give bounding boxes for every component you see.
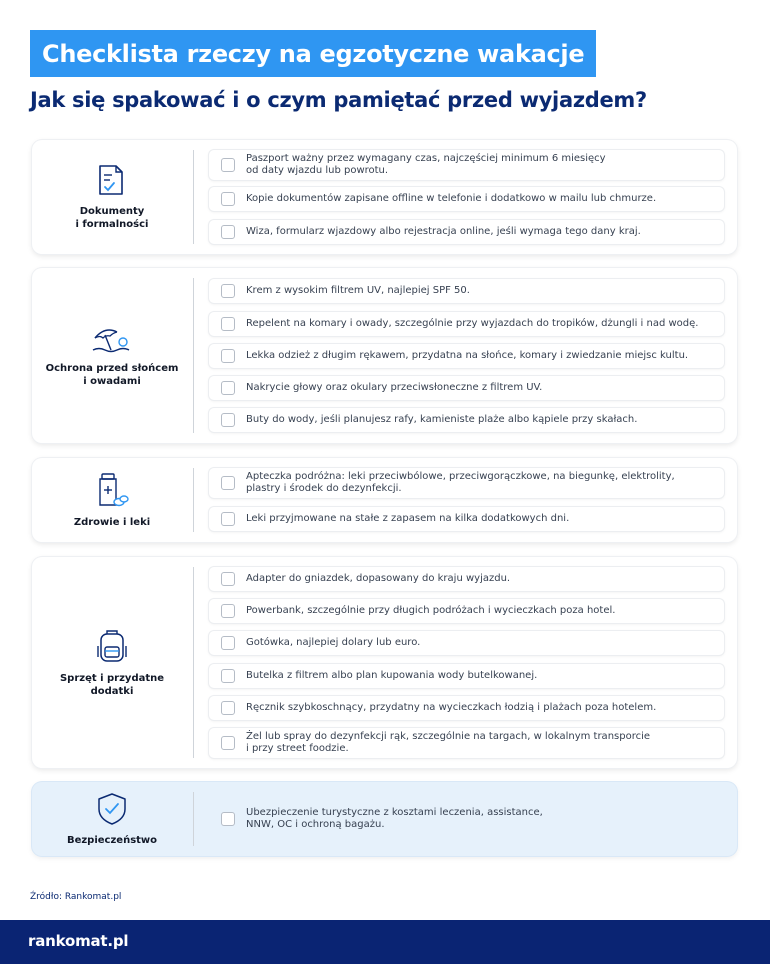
checklist-item[interactable] xyxy=(209,802,724,836)
item-text: Gotówka, najlepiej dolary lub euro. xyxy=(246,637,421,648)
checklist-item[interactable] xyxy=(209,376,724,400)
category-health xyxy=(32,458,192,542)
checkbox[interactable] xyxy=(221,158,235,172)
checkbox[interactable] xyxy=(221,349,235,363)
checkbox[interactable] xyxy=(221,604,235,618)
backpack-icon xyxy=(97,628,127,664)
checklist-item[interactable] xyxy=(209,728,724,758)
category-label: Dokumenty i formalności xyxy=(75,206,149,230)
item-text: Apteczka podróżna: leki przeciwbólowe, przeciwgorączkowe, na biegunkę, elektrolity, plastry i środek do dezynfekcji. xyxy=(246,471,675,494)
section-card-security xyxy=(32,782,737,856)
shield-check-icon xyxy=(96,792,128,826)
checklist-item[interactable] xyxy=(209,312,724,336)
checklist-item[interactable] xyxy=(209,344,724,368)
item-text: Wiza, formularz wjazdowy albo rejestracja online, jeśli wymaga tego dany kraj. xyxy=(246,226,641,237)
document-check-icon xyxy=(97,163,127,197)
checkbox[interactable] xyxy=(221,736,235,750)
footer-bar xyxy=(0,920,770,964)
page-title: Checklista rzeczy na egzotyczne wakacje xyxy=(42,39,585,68)
section-card-documents xyxy=(32,140,737,254)
divider xyxy=(193,567,194,758)
checklist-item[interactable] xyxy=(209,279,724,303)
section-card-sun-protection xyxy=(32,268,737,443)
item-text: Krem z wysokim filtrem UV, najlepiej SPF 50. xyxy=(246,285,470,296)
checkbox[interactable] xyxy=(221,381,235,395)
source-note: Źródło: Rankomat.pl xyxy=(30,892,122,902)
checkbox[interactable] xyxy=(221,317,235,331)
category-equipment xyxy=(32,557,192,768)
category-label: Ochrona przed słońcem i owadami xyxy=(45,362,179,387)
category-label: Sprzęt i przydatne dodatki xyxy=(59,672,165,697)
checkbox[interactable] xyxy=(221,701,235,715)
category-label: Zdrowie i leki xyxy=(73,516,151,528)
checkbox[interactable] xyxy=(221,284,235,298)
beach-umbrella-icon xyxy=(91,324,133,354)
checklist-item[interactable] xyxy=(209,507,724,531)
category-security xyxy=(32,782,192,856)
item-text: Buty do wody, jeśli planujesz rafy, kamieniste plaże albo kąpiele przy skałach. xyxy=(246,414,638,425)
checkbox[interactable] xyxy=(221,225,235,239)
item-text: Adapter do gniazdek, dopasowany do kraju wyjazdu. xyxy=(246,573,511,584)
checklist-item[interactable] xyxy=(209,220,724,244)
checklist-item[interactable] xyxy=(209,567,724,591)
checklist-item[interactable] xyxy=(209,599,724,623)
item-text: Kopie dokumentów zapisane offline w telefonie i dodatkowo w mailu lub chmurze. xyxy=(246,193,657,204)
checklist-item[interactable] xyxy=(209,696,724,720)
checkbox[interactable] xyxy=(221,192,235,206)
item-text: Lekka odzież z długim rękawem, przydatna na słońce, komary i zwiedzanie miejsc kultu. xyxy=(246,350,689,361)
item-text: Nakrycie głowy oraz okulary przeciwsłoneczne z filtrem UV. xyxy=(246,382,543,393)
item-text: Butelka z filtrem albo plan kupowania wody butelkowanej. xyxy=(246,670,538,681)
divider xyxy=(193,468,194,532)
checkbox[interactable] xyxy=(221,413,235,427)
item-text: Żel lub spray do dezynfekcji rąk, szczególnie na targach, w lokalnym transporcie i przy street foodzie. xyxy=(246,731,651,754)
checkbox[interactable] xyxy=(221,812,235,826)
checklist-item[interactable] xyxy=(209,408,724,432)
checkbox[interactable] xyxy=(221,669,235,683)
item-text: Powerbank, szczególnie przy długich podróżach i wycieczkach poza hotel. xyxy=(246,605,616,616)
medicine-bottle-icon xyxy=(95,472,129,508)
page-subtitle: Jak się spakować i o czym pamiętać przed wyjazdem? xyxy=(30,88,647,112)
checkbox[interactable] xyxy=(221,512,235,526)
item-text: Repelent na komary i owady, szczególnie przy wyjazdach do tropików, dżungli i nad wodę. xyxy=(246,318,699,329)
checklist-item[interactable] xyxy=(209,468,724,498)
item-text: Paszport ważny przez wymagany czas, najczęściej minimum 6 miesięcy od daty wjazdu lub powrotu. xyxy=(246,153,606,176)
divider xyxy=(193,278,194,433)
section-card-health xyxy=(32,458,737,542)
section-card-equipment xyxy=(32,557,737,768)
checkbox[interactable] xyxy=(221,572,235,586)
checklist-item[interactable] xyxy=(209,664,724,688)
item-text: Leki przyjmowane na stałe z zapasem na kilka dodatkowych dni. xyxy=(246,513,570,524)
checklist-item[interactable] xyxy=(209,187,724,211)
item-text: Ubezpieczenie turystyczne z kosztami leczenia, assistance, NNW, OC i ochroną bagażu. xyxy=(246,807,543,830)
category-documents xyxy=(32,140,192,254)
title-banner xyxy=(30,30,596,77)
divider xyxy=(193,792,194,846)
category-sun-protection xyxy=(32,268,192,443)
checkbox[interactable] xyxy=(221,476,235,490)
checklist-item[interactable] xyxy=(209,631,724,655)
category-label: Bezpieczeństwo xyxy=(66,834,158,846)
checkbox[interactable] xyxy=(221,636,235,650)
checklist-item[interactable] xyxy=(209,150,724,180)
item-text: Ręcznik szybkoschnący, przydatny na wycieczkach łodzią i plażach poza hotelem. xyxy=(246,702,657,713)
brand-logo[interactable]: rankomat.pl xyxy=(28,932,129,950)
divider xyxy=(193,150,194,244)
